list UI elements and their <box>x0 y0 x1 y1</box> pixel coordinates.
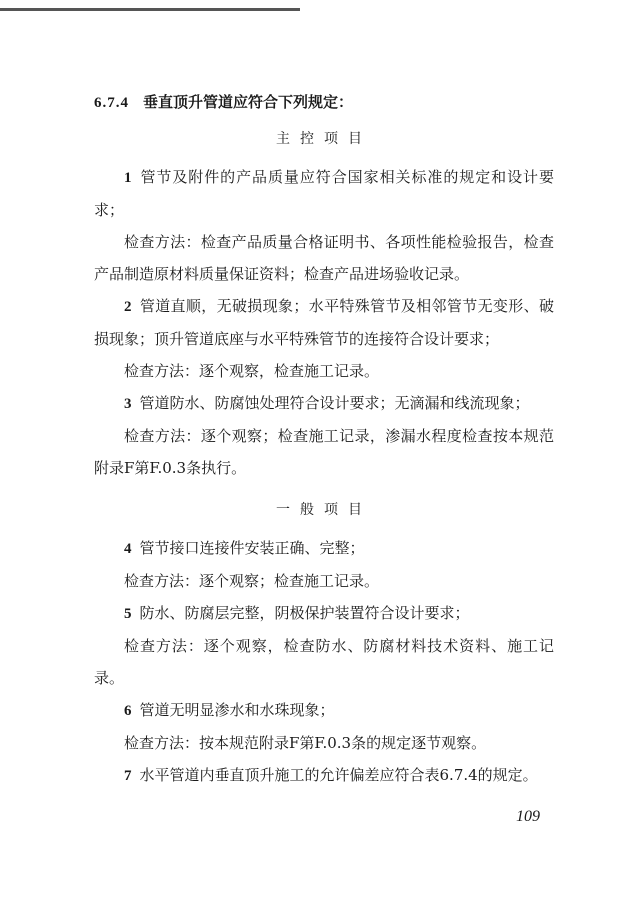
item-text: 防水、防腐层完整，阴极保护装置符合设计要求； <box>139 604 470 622</box>
item-text: 水平管道内垂直顶升施工的允许偏差应符合表6.7.4的规定。 <box>139 766 538 784</box>
item-number: 4 <box>124 541 132 557</box>
top-rule <box>0 8 300 11</box>
item-2 <box>94 290 554 355</box>
item-number: 1 <box>124 170 132 186</box>
item-4 <box>94 532 554 565</box>
item-text: 管道直顺，无破损现象；水平特殊管节及相邻管节无变形、破损现象；顶升管道底座与水平特殊管节的连接符合设计要求； <box>94 297 554 348</box>
item-number: 3 <box>124 396 132 412</box>
item-1 <box>94 161 554 226</box>
item-5 <box>94 597 554 630</box>
item-3-method: 检查方法：逐个观察；检查施工记录，渗漏水程度检查按本规范附录F第F.0.3条执行。 <box>94 427 554 477</box>
item-6-method: 检查方法：按本规范附录F第F.0.3条的规定逐节观察。 <box>124 734 487 752</box>
item-5-method: 检查方法：逐个观察，检查防水、防腐材料技术资料、施工记录。 <box>94 637 554 687</box>
item-6 <box>94 694 554 727</box>
item-3 <box>94 387 554 420</box>
item-number: 6 <box>124 703 132 719</box>
page-number: 109 <box>516 808 540 825</box>
general-heading: 一般项目 <box>276 502 372 518</box>
item-number: 5 <box>124 606 132 622</box>
item-text: 管道防水、防腐蚀处理符合设计要求；无滴漏和线流现象； <box>139 394 530 412</box>
item-text: 管道无明显渗水和水珠现象； <box>139 701 335 719</box>
clause-number: 6.7.4 <box>94 95 129 111</box>
main-control-heading: 主控项目 <box>276 131 372 147</box>
item-7 <box>94 759 554 792</box>
item-number: 7 <box>124 768 132 784</box>
item-1-method: 检查方法：检查产品质量合格证明书、各项性能检验报告，检查产品制造原材料质量保证资料；检查产品进场验收记录。 <box>94 233 554 283</box>
item-text: 管节接口连接件安装正确、完整； <box>139 539 365 557</box>
item-number: 2 <box>124 299 132 315</box>
item-4-method: 检查方法：逐个观察；检查施工记录。 <box>124 572 380 590</box>
item-2-method: 检查方法：逐个观察，检查施工记录。 <box>124 362 380 380</box>
clause-text: 垂直顶升管道应符合下列规定： <box>143 93 354 111</box>
document-body <box>94 86 554 792</box>
item-text: 管节及附件的产品质量应符合国家相关标准的规定和设计要求； <box>94 168 554 219</box>
clause-title <box>94 86 554 119</box>
